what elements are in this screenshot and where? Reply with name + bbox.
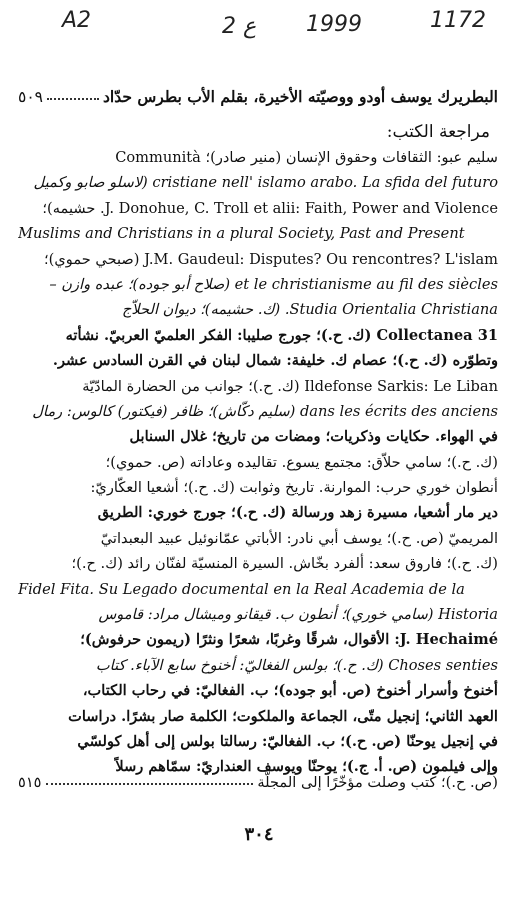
text-line: J. Hechaimé: الأقوال، شرقًا وغربًا، شعرًا ونثرًا (ريمون حرفوش)؛ [80,631,498,649]
text-line: Muslims and Christians in a plural Society, Past and Present [18,225,465,243]
leader-dots [47,98,99,100]
toc-entry [18,80,498,106]
last-entry [18,765,498,791]
text-line: Ildefonse Sarkis: Le Liban (ك. ح.)؛ جوانب من الحضارة المادّيّة [82,377,498,395]
toc-entry-title: البطريرك يوسف أودو ووصيّته الأخيرة، بقلم الأب بطرس حدّاد [103,87,498,106]
text-line: سليم عبو: الثقافات وحقوق الإنسان (منير صادر)؛ Communità [115,149,498,166]
text-line: أنطوان خوري حرب: الموارنة. تاريخ وثوابت (ك. ح.)؛ أشعيا العكّاريّ: [90,479,498,497]
text-line: المريميّ (ص. ح.)؛ يوسف أبي نادر: الأباتي عمّانوئيل عبيد البعبداتيّ [100,529,498,547]
text-line: أخنوخ وأسرار أخنوخ (ص. أبو جوده)؛ ب. الفغاليّ: في رحاب الكتاب، [82,682,498,700]
text-line: (ك. ح.)؛ فاروق سعد: ألفرد بخّاش. السيرة المنسيّة لفنّان رائد (ك. ح.)؛ [71,555,498,573]
text-line: في الهواء. حكايات وذكريات؛ ومضات من تاريخ؛ غلال السنابل [129,428,498,446]
text-line: العهد الثاني؛ إنجيل متّى، الجماعة والملكوت؛ الكلمة صار بشرًا. دراسات [68,707,498,725]
handwritten-number: 1172 [430,8,486,33]
text-line: دير مار أشعيا، مسيرة زهد ورسالة (ك. ح.)؛ جورج خوري: الطريق [97,504,498,522]
book-reviews-list [18,145,498,780]
text-line: Historia (سامي خوري)؛ أنطون ب. قيقانو وميشال مراد: قاموس [98,606,498,624]
section-heading: مراجعة الكتب: [386,122,490,142]
text-line: Choses senties (ك. ح.)؛ بولس الفغاليّ: أخنوخ سابع الآباء. كتاب [95,656,498,674]
last-entry-page: ٥١٥ [18,774,42,791]
text-line: J. Donohue, C. Troll et alii: Faith, Power and Violence. حشيمه)؛ [42,199,498,217]
handwritten-year: 1999 [306,12,362,37]
last-entry-text: (ص. ح.)؛ كتب وصلت مؤخّرًا إلى المجلّة [257,774,498,791]
page-number: ٣٠٤ [244,824,274,845]
text-line: Fidel Fita. Su Legado documental en la Real Academia de la [18,580,465,598]
text-line: (ك. ح.)؛ سامي حلاّق: مجتمع يسوع. تقاليده وعاداته (ص. حموي)؛ [105,453,498,471]
text-line: dans les écrits des anciens (سليم دكّاش)؛ ظافر (فيكتور) كالوس: رمال [32,402,498,420]
leader-dots [46,783,254,785]
handwritten-ref-a2: A2 [62,8,92,33]
text-line: وتطوّره (ك. ح.)؛ عصام ك. خليفة: شمال لبنان في القرن السادس عشر. [52,352,498,370]
text-line: cristiane nell' islamo arabo. La sfida del futuro (لاسلو صابو وكميل [33,174,498,192]
text-line: J.M. Gaudeul: Disputes? Ou rencontres? L'islam (صبحي حموي)؛ [44,250,498,268]
text-line: et le christianisme au fil des siècles (صلاح أبو جوده)؛ عبده وازن – [49,275,498,293]
toc-entry-page: ٥٠٩ [18,88,43,106]
text-line: Collectanea 31 (ك. ح.)؛ جورج صليبا: الفكر العلميّ العربيّ. نشأته [65,326,498,344]
handwritten-issue: 2 ع [222,14,257,39]
text-line: Studia Orientalia Christiana. (ك. حشيمه)؛ ديوان الحلاّج [121,301,498,319]
text-line: في إنجيل يوحنّا (ص. ح.)؛ ب. الفغاليّ: رسالتا بولس إلى أهل كولسّي [77,732,498,750]
text-line: وإلى فيلمون (ص. أ. ج.)؛ يوحنّا ويوسف العنداريّ: سمّاهم رسلاً [115,758,498,776]
